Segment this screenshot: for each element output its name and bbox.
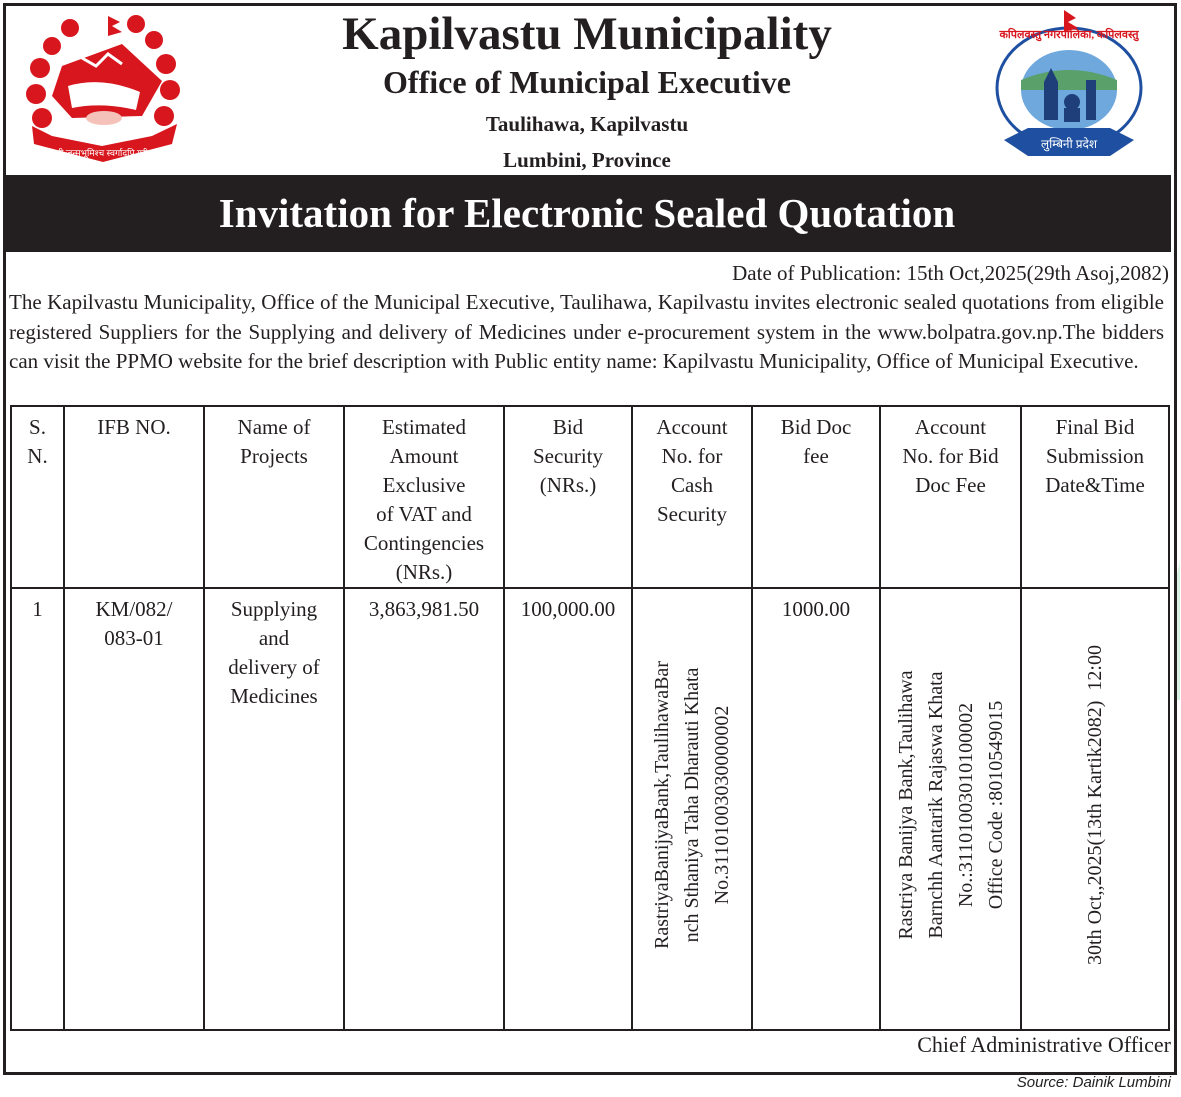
cell-sn: 1: [11, 588, 64, 1030]
signatory: Chief Administrative Officer: [917, 1032, 1171, 1057]
cell-project-name: Supplying and delivery of Medicines: [204, 588, 344, 1030]
col-header-bid-security: Bid Security (NRs.): [504, 406, 632, 588]
col-header-final-submission: Final Bid Submission Date&Time: [1021, 406, 1169, 588]
logo-banner-text: लुम्बिनी प्रदेश: [1040, 137, 1098, 151]
address-line-2: Lumbini, Province: [503, 148, 671, 172]
municipality-title: Kapilvastu Municipality: [342, 8, 832, 60]
cell-final-submission: 30th Oct,,2025(13th Kartik2082) 12:00: [1021, 588, 1169, 1030]
cell-bid-security: 100,000.00: [504, 588, 632, 1030]
office-subtitle: Office of Municipal Executive: [383, 64, 791, 100]
col-header-estimated-amount: Estimated Amount Exclusive of VAT and Contingencies (NRs.): [344, 406, 504, 588]
table-row: [11, 588, 1169, 1030]
publication-date: Date of Publication: 15th Oct,2025(29th Asoj,2082): [732, 261, 1169, 285]
col-header-bid-doc-fee-account: Account No. for Bid Doc Fee: [880, 406, 1021, 588]
cell-estimated-amount: 3,863,981.50: [344, 588, 504, 1030]
col-header-bid-doc-fee: Bid Doc fee: [752, 406, 880, 588]
tender-table: [10, 405, 1170, 1031]
logo-top-text: कपिलवस्तु नगरपालिका, कपिलवस्तु: [999, 29, 1139, 41]
table-header-row: [11, 406, 1169, 588]
col-header-cash-security-account: Account No. for Cash Security: [632, 406, 752, 588]
col-header-project-name: Name of Projects: [204, 406, 344, 588]
cell-bid-doc-fee: 1000.00: [752, 588, 880, 1030]
cell-ifb-no: KM/082/ 083-01: [64, 588, 204, 1030]
notice-title-banner: Invitation for Electronic Sealed Quotation: [3, 175, 1171, 252]
source-credit: Source: Dainik Lumbini: [1016, 1074, 1171, 1091]
cell-cash-security-account: RastriyaBanijyaBank,TaulihawaBar nch Sthaniya Taha Dharauti Khata No.31101003030000002: [632, 588, 752, 1030]
intro-paragraph: The Kapilvastu Municipality, Office of the Municipal Executive, Taulihawa, Kapilvastu invites electronic sealed quotations from eligible registered Suppliers for the Supplying and delivery of Medicines under e-procurement system in the www.bolpatra.gov.np.The bidders can visit the PPMO website for the brief description with Public entity name: Kapilvastu Municipality, Office of Municipal Executive.: [9, 290, 1164, 373]
col-header-ifb-no: IFB NO.: [64, 406, 204, 588]
col-header-sn: S. N.: [11, 406, 64, 588]
emblem-motto: जननी जन्मभूमिश्च स्वर्गादपि गरीयसी: [44, 148, 162, 158]
cell-bid-doc-fee-account: Rastriya Banijya Bank,Taulihawa Barnchh Aantarik Rajaswa Khata No.:31101003010100002 Office Code :8010549015: [880, 588, 1021, 1030]
address-line-1: Taulihawa, Kapilvastu: [485, 112, 689, 136]
